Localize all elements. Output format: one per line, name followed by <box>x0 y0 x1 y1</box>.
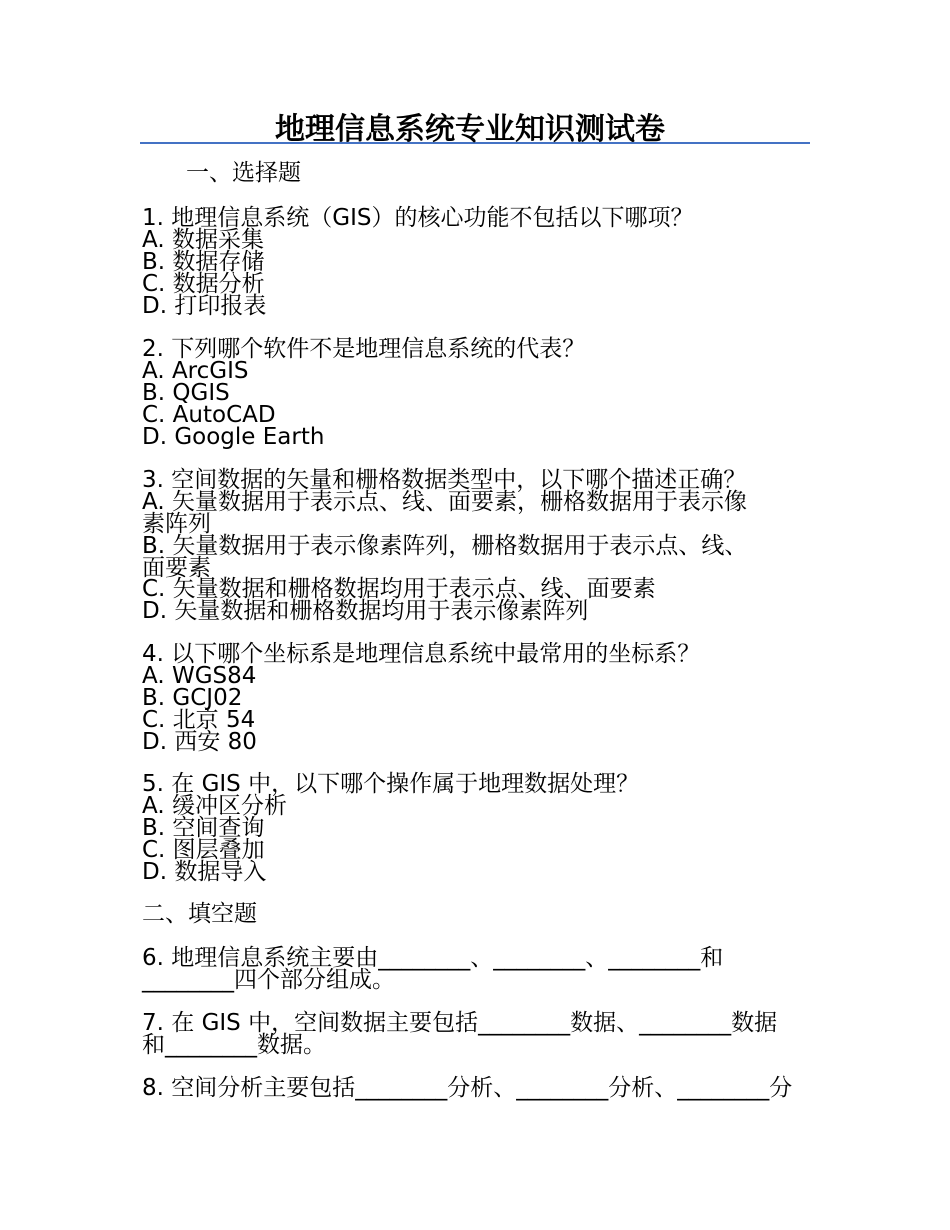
question-3-option-a-line2: 素阵列 <box>142 511 211 537</box>
question-4-option-c: C. 北京 54 <box>142 707 256 733</box>
question-6-line1: 6. 地理信息系统主要由________、________、________和 <box>142 945 724 971</box>
section-heading-fill-in: 二、填空题 <box>142 901 257 927</box>
question-5-option-c: C. 图层叠加 <box>142 837 265 863</box>
question-1-option-c: C. 数据分析 <box>142 271 265 297</box>
question-4-option-a: A. WGS84 <box>142 663 257 689</box>
question-2-option-c: C. AutoCAD <box>142 402 276 428</box>
question-3-option-d: D. 矢量数据和栅格数据均用于表示像素阵列 <box>142 598 589 624</box>
question-2-option-a: A. ArcGIS <box>142 358 249 384</box>
question-3-option-b-line1: B. 矢量数据用于表示像素阵列，栅格数据用于表示点、线、 <box>142 533 748 559</box>
page-title: 地理信息系统专业知识测试卷 <box>275 112 665 147</box>
question-5-stem: 5. 在 GIS 中，以下哪个操作属于地理数据处理？ <box>142 771 640 797</box>
question-3-stem: 3. 空间数据的矢量和栅格数据类型中，以下哪个描述正确？ <box>142 467 747 493</box>
question-6-line2: ________四个部分组成。 <box>142 967 395 993</box>
question-7-line1: 7. 在 GIS 中，空间数据主要包括________数据、________数据 <box>142 1010 778 1036</box>
question-2-option-d: D. Google Earth <box>142 424 325 450</box>
question-1-option-a: A. 数据采集 <box>142 227 264 253</box>
question-5-option-d: D. 数据导入 <box>142 859 267 885</box>
question-3-option-c: C. 矢量数据和栅格数据均用于表示点、线、面要素 <box>142 576 656 602</box>
question-8-line1: 8. 空间分析主要包括________分析、________分析、________分 <box>142 1075 793 1101</box>
question-2-stem: 2. 下列哪个软件不是地理信息系统的代表？ <box>142 336 586 362</box>
section-heading-choice: 一、选择题 <box>186 160 301 186</box>
question-3-option-b-line2: 面要素 <box>142 555 211 581</box>
question-4-stem: 4. 以下哪个坐标系是地理信息系统中最常用的坐标系？ <box>142 641 701 667</box>
question-1-stem: 1. 地理信息系统（GIS）的核心功能不包括以下哪项？ <box>142 205 694 231</box>
question-4-option-d: D. 西安 80 <box>142 729 257 755</box>
question-2-option-b: B. QGIS <box>142 380 230 406</box>
title-block <box>140 100 810 147</box>
question-5-option-b: B. 空间查询 <box>142 815 265 841</box>
question-3-option-a-line1: A. 矢量数据用于表示点、线、面要素，栅格数据用于表示像 <box>142 489 747 515</box>
question-5-option-a: A. 缓冲区分析 <box>142 793 287 819</box>
question-4-option-b: B. GCJ02 <box>142 685 243 711</box>
question-1-option-d: D. 打印报表 <box>142 293 267 319</box>
question-1-option-b: B. 数据存储 <box>142 249 265 275</box>
question-7-line2: 和________数据。 <box>142 1032 326 1058</box>
